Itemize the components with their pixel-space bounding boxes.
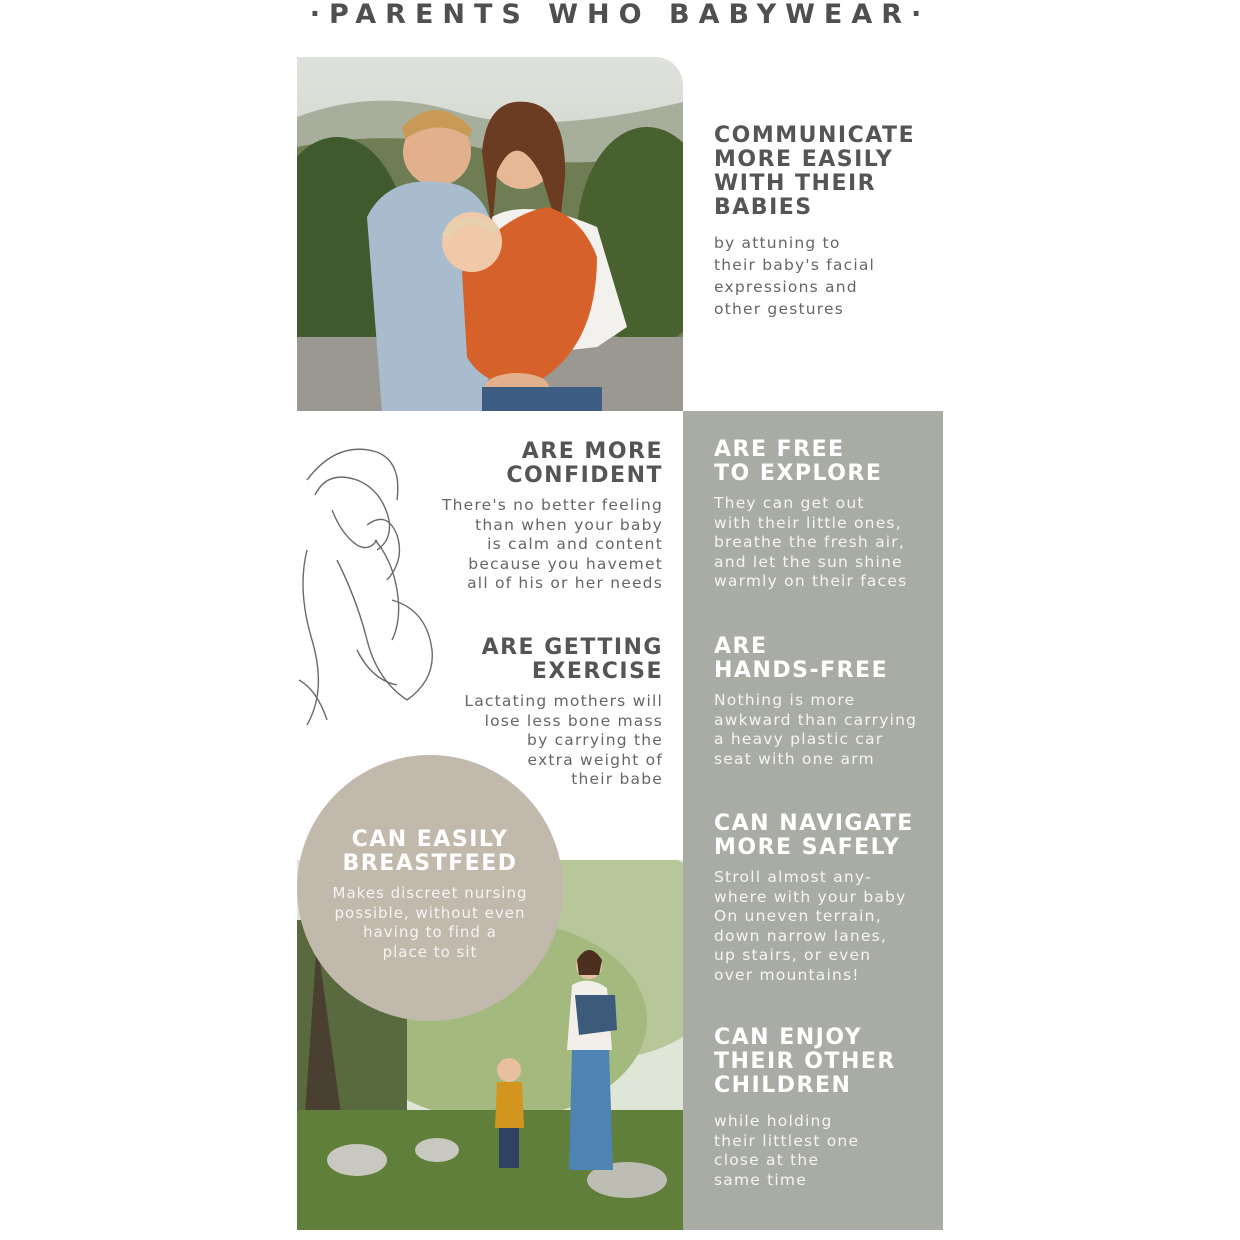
body-line: On uneven terrain, bbox=[714, 907, 882, 925]
benefit-breastfeed bbox=[310, 828, 550, 962]
heading-line: HANDS-FREE bbox=[714, 658, 889, 683]
body-line: There's no better feeling bbox=[441, 496, 663, 514]
body-line: Stroll almost any- bbox=[714, 868, 872, 886]
body-line: where with your baby bbox=[714, 887, 907, 906]
heading-line: TO EXPLORE bbox=[714, 461, 883, 486]
body-line: by attuning to bbox=[714, 234, 841, 252]
heading-line: MORE EASILY bbox=[714, 147, 894, 172]
heading-line: CHILDREN bbox=[714, 1073, 852, 1098]
heading-line: ARE bbox=[714, 634, 768, 659]
heading-line: BREASTFEED bbox=[342, 851, 518, 876]
body-line: Makes discreet nursing bbox=[332, 884, 528, 902]
body-line: lose less bone mass bbox=[484, 711, 663, 730]
benefit-breastfeed-text bbox=[310, 884, 550, 962]
benefit-confident-heading bbox=[420, 440, 663, 488]
body-line: other gestures bbox=[714, 300, 845, 318]
body-line: over mountains! bbox=[714, 965, 860, 984]
heading-line: COMMUNICATE bbox=[714, 123, 916, 148]
body-line: than when your baby bbox=[475, 515, 663, 534]
body-line: Lactating mothers will bbox=[464, 692, 663, 710]
family-photo-image bbox=[297, 57, 683, 411]
heading-line: MORE SAFELY bbox=[714, 835, 901, 860]
benefit-children-text bbox=[714, 1112, 934, 1190]
benefit-navigate-text bbox=[714, 868, 934, 985]
body-line: all of his or her needs bbox=[467, 574, 663, 592]
body-line: seat with one arm bbox=[714, 749, 875, 768]
benefit-navigate bbox=[714, 812, 934, 985]
benefit-explore-heading bbox=[714, 438, 934, 486]
heading-line: ARE MORE bbox=[521, 439, 663, 464]
heading-line: CAN EASILY bbox=[351, 827, 509, 852]
benefit-exercise-heading bbox=[420, 636, 663, 684]
body-line: a heavy plastic car bbox=[714, 730, 884, 748]
benefit-explore bbox=[714, 438, 934, 592]
body-line: and let the sun shine bbox=[714, 552, 903, 571]
heading-line: CAN ENJOY bbox=[714, 1025, 863, 1050]
benefit-handsfree bbox=[714, 635, 934, 769]
benefit-communicate-heading bbox=[714, 124, 934, 220]
body-line: They can get out bbox=[714, 494, 865, 512]
benefit-breastfeed-heading bbox=[310, 828, 550, 876]
body-line: their baby's facial bbox=[714, 256, 876, 274]
heading-line: THEIR OTHER bbox=[714, 1049, 896, 1074]
benefit-children bbox=[714, 1026, 934, 1190]
heading-line: EXERCISE bbox=[531, 659, 663, 684]
benefit-explore-text bbox=[714, 494, 934, 592]
benefit-confident-text bbox=[420, 496, 663, 594]
body-line: expressions and bbox=[714, 278, 858, 296]
benefit-communicate bbox=[714, 124, 934, 320]
body-line: awkward than carrying bbox=[714, 710, 918, 729]
benefit-handsfree-heading bbox=[714, 635, 934, 683]
body-line: having to find a bbox=[363, 923, 497, 941]
benefit-communicate-text bbox=[714, 232, 934, 320]
body-line: same time bbox=[714, 1170, 807, 1189]
body-line: extra weight of bbox=[527, 750, 663, 769]
body-line: is calm and content bbox=[487, 535, 663, 553]
family-photo bbox=[297, 57, 683, 411]
body-line: by carrying the bbox=[527, 731, 663, 749]
heading-line: ARE FREE bbox=[714, 437, 845, 462]
page-title: ·PARENTS WHO BABYWEAR· bbox=[309, 0, 931, 30]
body-line: their littlest one bbox=[714, 1131, 860, 1150]
body-line: while holding bbox=[714, 1112, 833, 1130]
heading-line: BABIES bbox=[714, 195, 813, 220]
body-line: place to sit bbox=[382, 942, 478, 961]
body-line: warmly on their faces bbox=[714, 572, 908, 590]
benefit-confident bbox=[420, 440, 663, 594]
benefit-handsfree-text bbox=[714, 691, 934, 769]
benefit-children-heading bbox=[714, 1026, 934, 1098]
body-line: because you havemet bbox=[468, 554, 663, 573]
benefit-navigate-heading bbox=[714, 812, 934, 860]
body-line: Nothing is more bbox=[714, 691, 856, 709]
body-line: up stairs, or even bbox=[714, 946, 872, 964]
heading-line: CAN NAVIGATE bbox=[714, 811, 914, 836]
heading-line: CONFIDENT bbox=[506, 463, 663, 488]
body-line: possible, without even bbox=[334, 903, 526, 922]
body-line: breathe the fresh air, bbox=[714, 533, 905, 551]
body-line: with their little ones, bbox=[714, 513, 902, 532]
body-line: down narrow lanes, bbox=[714, 926, 888, 945]
heading-line: WITH THEIR bbox=[714, 171, 877, 196]
body-line: their babe bbox=[571, 770, 663, 788]
body-line: close at the bbox=[714, 1151, 820, 1169]
heading-line: ARE GETTING bbox=[481, 635, 663, 660]
